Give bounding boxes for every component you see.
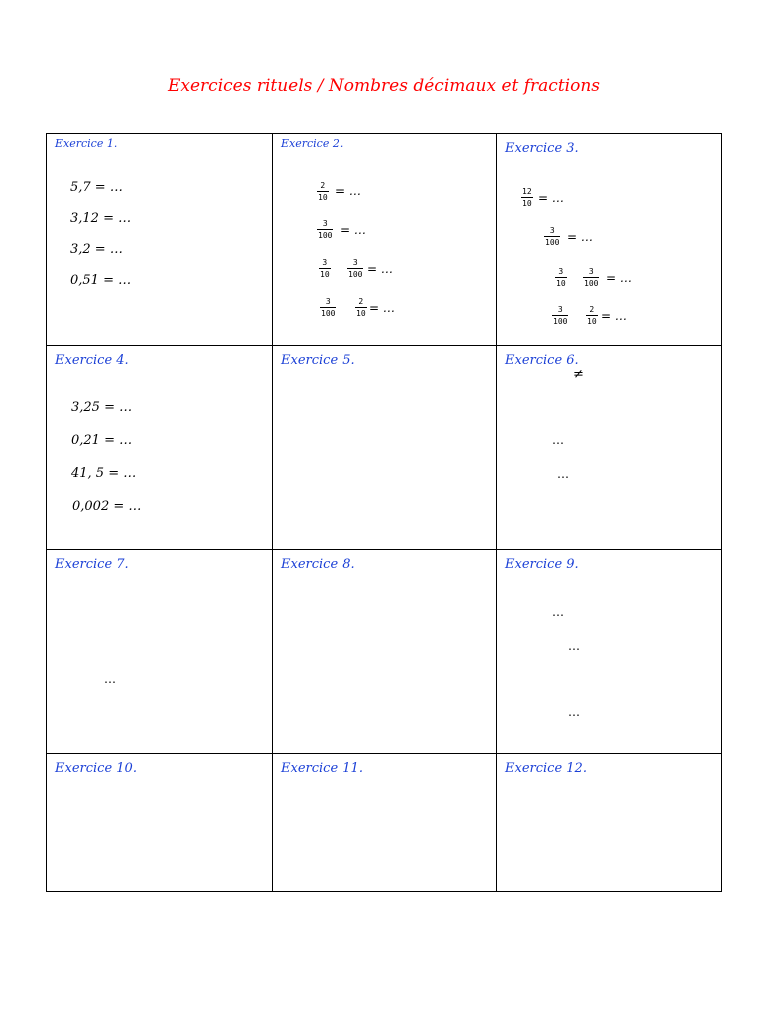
exercise-2-label: Exercice 2.	[281, 137, 344, 150]
exercise-5-cell	[273, 346, 497, 550]
fraction	[320, 297, 336, 318]
exercise-11-cell	[273, 754, 497, 891]
equals-blank: = …	[538, 191, 564, 205]
fraction-denominator: 100	[321, 309, 336, 318]
fraction	[355, 297, 367, 318]
fraction-numerator: 3	[322, 219, 328, 228]
fraction-denominator: 100	[318, 231, 333, 240]
exercise-4-line: 0,21 = …	[71, 433, 133, 448]
not-equal-symbol: ≠	[573, 367, 584, 382]
fraction-numerator: 3	[322, 258, 328, 267]
exercise-10-cell	[47, 754, 273, 891]
ellipsis: …	[552, 433, 564, 447]
exercise-3-label: Exercice 3.	[505, 141, 579, 156]
fraction-denominator: 10	[522, 199, 532, 208]
fraction-numerator: 3	[352, 258, 358, 267]
equals-blank: = …	[335, 184, 361, 198]
ellipsis: …	[552, 605, 564, 619]
fraction	[586, 305, 598, 326]
fraction-denominator: 100	[348, 270, 363, 279]
equals-blank: = …	[606, 271, 632, 285]
equals-blank: = …	[367, 262, 393, 276]
exercise-4-line: 3,25 = …	[71, 400, 133, 415]
ellipsis: …	[104, 672, 116, 686]
exercise-4-cell	[47, 346, 273, 550]
equals-blank: = …	[567, 230, 593, 244]
exercise-11-label: Exercice 11.	[281, 761, 363, 776]
exercise-7-label: Exercice 7.	[55, 557, 129, 572]
exercise-1-line: 5,7 = …	[70, 180, 123, 195]
fraction-numerator: 2	[358, 297, 364, 306]
fraction-denominator: 10	[556, 279, 566, 288]
exercise-8-label: Exercice 8.	[281, 557, 355, 572]
fraction	[319, 258, 331, 279]
exercise-4-line: 0,002 = …	[72, 499, 142, 514]
exercise-4-label: Exercice 4.	[55, 353, 129, 368]
equals-blank: = …	[369, 301, 395, 315]
exercise-4-line: 41, 5 = …	[71, 466, 137, 481]
ellipsis: …	[568, 639, 580, 653]
exercise-6-label: Exercice 6.	[505, 353, 579, 368]
exercise-9-label: Exercice 9.	[505, 557, 579, 572]
fraction-denominator: 100	[545, 238, 560, 247]
equals-blank: = …	[340, 223, 366, 237]
exercise-1-line: 3,12 = …	[70, 211, 132, 226]
fraction	[347, 258, 363, 279]
equals-blank: = …	[601, 309, 627, 323]
fraction-numerator: 2	[320, 181, 326, 190]
fraction-numerator: 3	[549, 226, 555, 235]
fraction	[521, 187, 533, 208]
exercise-10-label: Exercice 10.	[55, 761, 137, 776]
fraction	[317, 219, 333, 240]
fraction-denominator: 100	[553, 317, 568, 326]
fraction-denominator: 10	[320, 270, 330, 279]
fraction-denominator: 10	[356, 309, 366, 318]
fraction-denominator: 100	[584, 279, 599, 288]
fraction	[552, 305, 568, 326]
fraction	[583, 267, 599, 288]
exercise-12-cell	[497, 754, 721, 891]
exercise-3-cell	[497, 134, 721, 346]
exercise-1-line: 3,2 = …	[70, 242, 123, 257]
fraction-numerator: 2	[589, 305, 595, 314]
exercise-2-cell	[273, 134, 497, 346]
exercise-6-cell	[497, 346, 721, 550]
exercise-1-line: 0,51 = …	[70, 273, 132, 288]
exercise-8-cell	[273, 550, 497, 754]
fraction-numerator: 3	[558, 267, 564, 276]
exercise-12-label: Exercice 12.	[505, 761, 587, 776]
exercise-1-cell	[47, 134, 273, 346]
fraction	[317, 181, 329, 202]
fraction	[555, 267, 567, 288]
page-title: Exercices rituels / Nombres décimaux et fractions	[167, 76, 601, 96]
ellipsis: …	[557, 467, 569, 481]
fraction-numerator: 12	[522, 187, 532, 196]
fraction-numerator: 3	[588, 267, 594, 276]
exercise-9-cell	[497, 550, 721, 754]
exercise-grid	[46, 133, 722, 892]
fraction-denominator: 10	[587, 317, 597, 326]
fraction-numerator: 3	[325, 297, 331, 306]
exercise-5-label: Exercice 5.	[281, 353, 355, 368]
exercise-1-label: Exercice 1.	[55, 137, 118, 150]
fraction	[544, 226, 560, 247]
ellipsis: …	[568, 705, 580, 719]
fraction-numerator: 3	[557, 305, 563, 314]
exercise-7-cell	[47, 550, 273, 754]
fraction-denominator: 10	[318, 193, 328, 202]
